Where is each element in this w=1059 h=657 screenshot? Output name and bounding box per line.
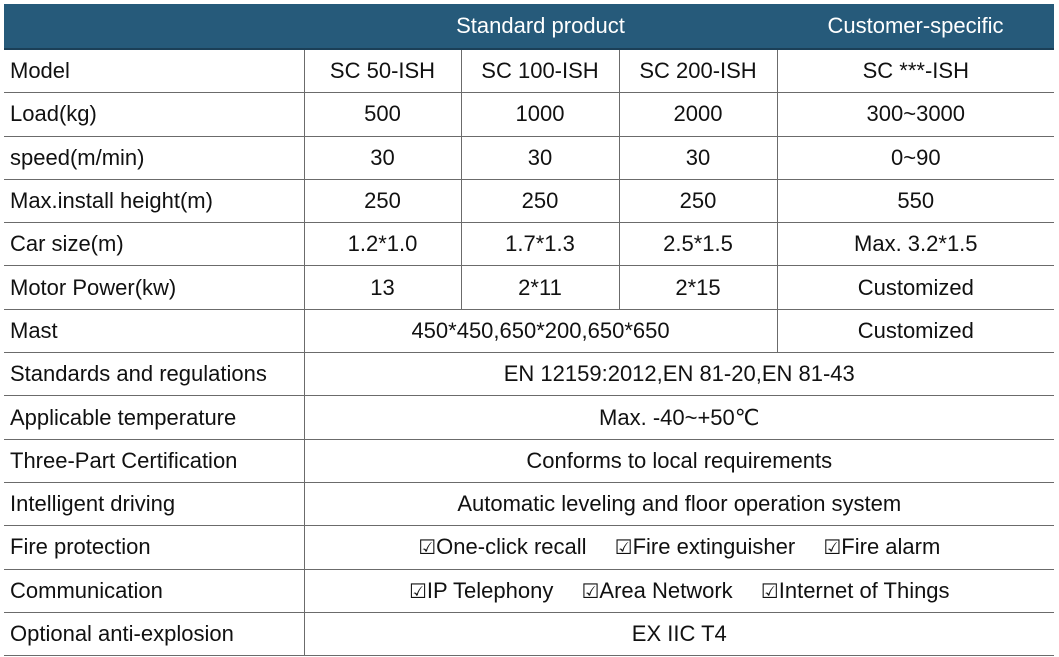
row-mast (4, 309, 1054, 352)
cell-sc100: 30 (461, 136, 619, 179)
cell-custom: 550 (777, 179, 1054, 222)
row-anti-explosion (4, 612, 1054, 655)
cell-sc50: 1.2*1.0 (304, 223, 461, 266)
cell-sc50: 13 (304, 266, 461, 309)
row-label: Optional anti-explosion (4, 612, 304, 655)
cell-sc50: 30 (304, 136, 461, 179)
cell-driving: Automatic leveling and floor operation system (304, 482, 1054, 525)
cell-sc200: SC 200-ISH (619, 49, 777, 93)
row-car-size (4, 223, 1054, 266)
row-motor-power (4, 266, 1054, 309)
row-label: Model (4, 49, 304, 93)
row-label: Three-Part Certification (4, 439, 304, 482)
row-label: Motor Power(kw) (4, 266, 304, 309)
cell-custom: Customized (777, 309, 1054, 352)
cell-certification: Conforms to local requirements (304, 439, 1054, 482)
row-fire-protection (4, 526, 1054, 569)
header-row (4, 4, 1054, 49)
checkbox-checked-icon: ☑ (581, 578, 600, 603)
cell-sc100: 250 (461, 179, 619, 222)
checkbox-checked-icon: ☑ (760, 578, 779, 603)
cell-sc100: 1000 (461, 93, 619, 136)
comm-option-area-network: Area Network (599, 577, 733, 603)
checkbox-checked-icon: ☑ (408, 578, 427, 603)
row-label: Fire protection (4, 526, 304, 569)
row-label: speed(m/min) (4, 136, 304, 179)
row-standards (4, 353, 1054, 396)
header-standard-product: Standard product (304, 4, 777, 49)
cell-sc50: 500 (304, 93, 461, 136)
cell-sc200: 2.5*1.5 (619, 223, 777, 266)
checkbox-checked-icon: ☑ (418, 535, 437, 560)
comm-option-ip-telephony: IP Telephony (426, 577, 554, 603)
row-temperature (4, 396, 1054, 439)
cell-sc200: 250 (619, 179, 777, 222)
row-label: Standards and regulations (4, 353, 304, 396)
cell-anti-explosion: EX IIC T4 (304, 612, 1054, 655)
spec-table-container (4, 4, 1054, 656)
cell-sc50: 250 (304, 179, 461, 222)
row-label: Applicable temperature (4, 396, 304, 439)
cell-sc100: SC 100-ISH (461, 49, 619, 93)
row-label: Intelligent driving (4, 482, 304, 525)
fire-option-alarm: Fire alarm (841, 534, 941, 560)
cell-custom: SC ***-ISH (777, 49, 1054, 93)
row-label: Load(kg) (4, 93, 304, 136)
row-label: Communication (4, 569, 304, 612)
cell-sc200: 2000 (619, 93, 777, 136)
cell-custom: 300~3000 (777, 93, 1054, 136)
row-load (4, 93, 1054, 136)
spec-table (4, 4, 1054, 656)
cell-temperature: Max. -40~+50℃ (304, 396, 1054, 439)
checkbox-checked-icon: ☑ (614, 535, 633, 560)
fire-option-extinguisher: Fire extinguisher (632, 534, 796, 560)
cell-custom: 0~90 (777, 136, 1054, 179)
cell-sc100: 2*11 (461, 266, 619, 309)
row-communication (4, 569, 1054, 612)
cell-custom: Max. 3.2*1.5 (777, 223, 1054, 266)
row-intelligent-driving (4, 482, 1054, 525)
fire-option-recall: One-click recall (436, 534, 587, 560)
cell-sc100: 1.7*1.3 (461, 223, 619, 266)
cell-mast-standard: 450*450,650*200,650*650 (304, 309, 777, 352)
checkbox-checked-icon: ☑ (823, 535, 842, 560)
row-speed (4, 136, 1054, 179)
row-model (4, 49, 1054, 93)
comm-option-iot: Internet of Things (778, 577, 950, 603)
header-blank (4, 4, 304, 49)
cell-comm-options (304, 569, 1054, 612)
header-customer-specific: Customer-specific (777, 4, 1054, 49)
cell-sc200: 30 (619, 136, 777, 179)
cell-fire-options (304, 526, 1054, 569)
cell-sc200: 2*15 (619, 266, 777, 309)
cell-sc50: SC 50-ISH (304, 49, 461, 93)
row-label: Car size(m) (4, 223, 304, 266)
row-label: Mast (4, 309, 304, 352)
row-install-height (4, 179, 1054, 222)
row-certification (4, 439, 1054, 482)
cell-custom: Customized (777, 266, 1054, 309)
cell-standards: EN 12159:2012,EN 81-20,EN 81-43 (304, 353, 1054, 396)
row-label: Max.install height(m) (4, 179, 304, 222)
